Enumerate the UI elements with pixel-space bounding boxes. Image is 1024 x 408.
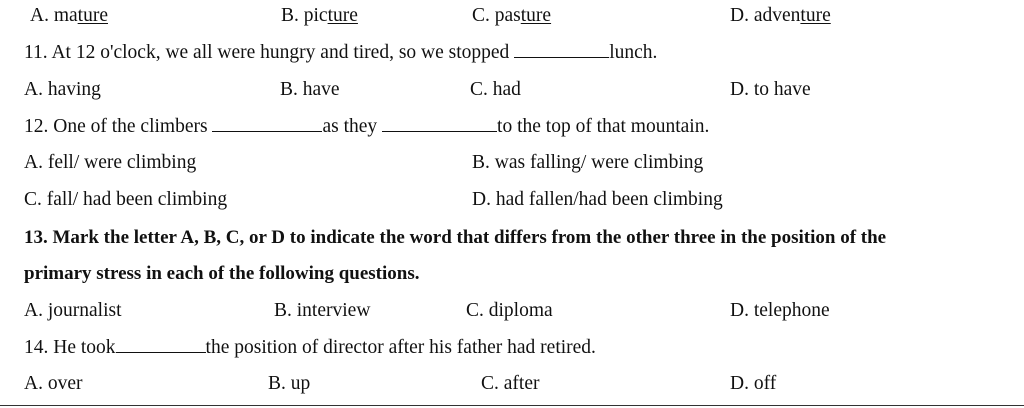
q12-option-a: A. fell/ were climbing (24, 152, 197, 173)
q10-option-c-prefix: C. pas (472, 5, 521, 26)
q14-option-d: D. off (730, 373, 777, 394)
q12-option-d: D. had fallen/had been climbing (472, 189, 723, 210)
q12-stem-mid: as they (322, 116, 383, 137)
q10-option-c (472, 4, 551, 28)
q12-answer-blank-2 (382, 117, 497, 132)
q12-stem-post: to the top of that mountain. (497, 116, 710, 137)
q11-option-b: B. have (280, 79, 340, 100)
q14-stem (24, 336, 596, 360)
q12-answer-blank-1 (212, 117, 322, 132)
q14-answer-blank (116, 338, 206, 353)
q12-option-c: C. fall/ had been climbing (24, 189, 228, 210)
q14-stem-pre: 14. He took (24, 337, 116, 358)
q10-option-d-underlined: ture (800, 5, 831, 26)
page-bottom-divider (0, 405, 1024, 406)
q10-option-b (281, 4, 358, 28)
q10-option-b-underlined: ture (327, 5, 358, 26)
q13-option-b: B. interview (274, 300, 371, 321)
q12-stem (24, 115, 709, 139)
q10-option-d (730, 4, 831, 28)
q10-option-c-underlined: ture (520, 5, 552, 26)
q13-option-c: C. diploma (466, 300, 553, 321)
q14-stem-post: the position of director after his father had retired. (205, 337, 596, 358)
q12-stem-pre: 12. One of the climbers (24, 116, 213, 137)
q11-option-c: C. had (470, 79, 521, 100)
q11-stem-pre: 11. At 12 o'clock, we all were hungry and tired, so we stopped (24, 42, 515, 63)
q13-instruction-line-2: primary stress in each of the following questions. (24, 263, 420, 284)
q10-option-a-prefix: A. ma (30, 5, 78, 26)
q10-option-b-prefix: B. pic (281, 5, 328, 26)
q13-instruction-line-1: 13. Mark the letter A, B, C, or D to indicate the word that differs from the other three in the position of the (24, 227, 887, 248)
q11-answer-blank (514, 43, 609, 58)
q11-stem-post: lunch. (609, 42, 658, 63)
q14-option-a: A. over (24, 373, 83, 394)
q13-option-d: D. telephone (730, 300, 830, 321)
q10-option-a-underlined: ture (77, 5, 108, 26)
q13-option-a: A. journalist (24, 300, 122, 321)
q10-option-a (30, 4, 108, 28)
q14-option-b: B. up (268, 373, 311, 394)
q10-option-d-prefix: D. adven (730, 5, 801, 26)
q11-stem (24, 41, 657, 65)
q14-option-c: C. after (481, 373, 540, 394)
q11-option-a: A. having (24, 79, 101, 100)
q12-option-b: B. was falling/ were climbing (472, 152, 704, 173)
q11-option-d: D. to have (730, 79, 811, 100)
